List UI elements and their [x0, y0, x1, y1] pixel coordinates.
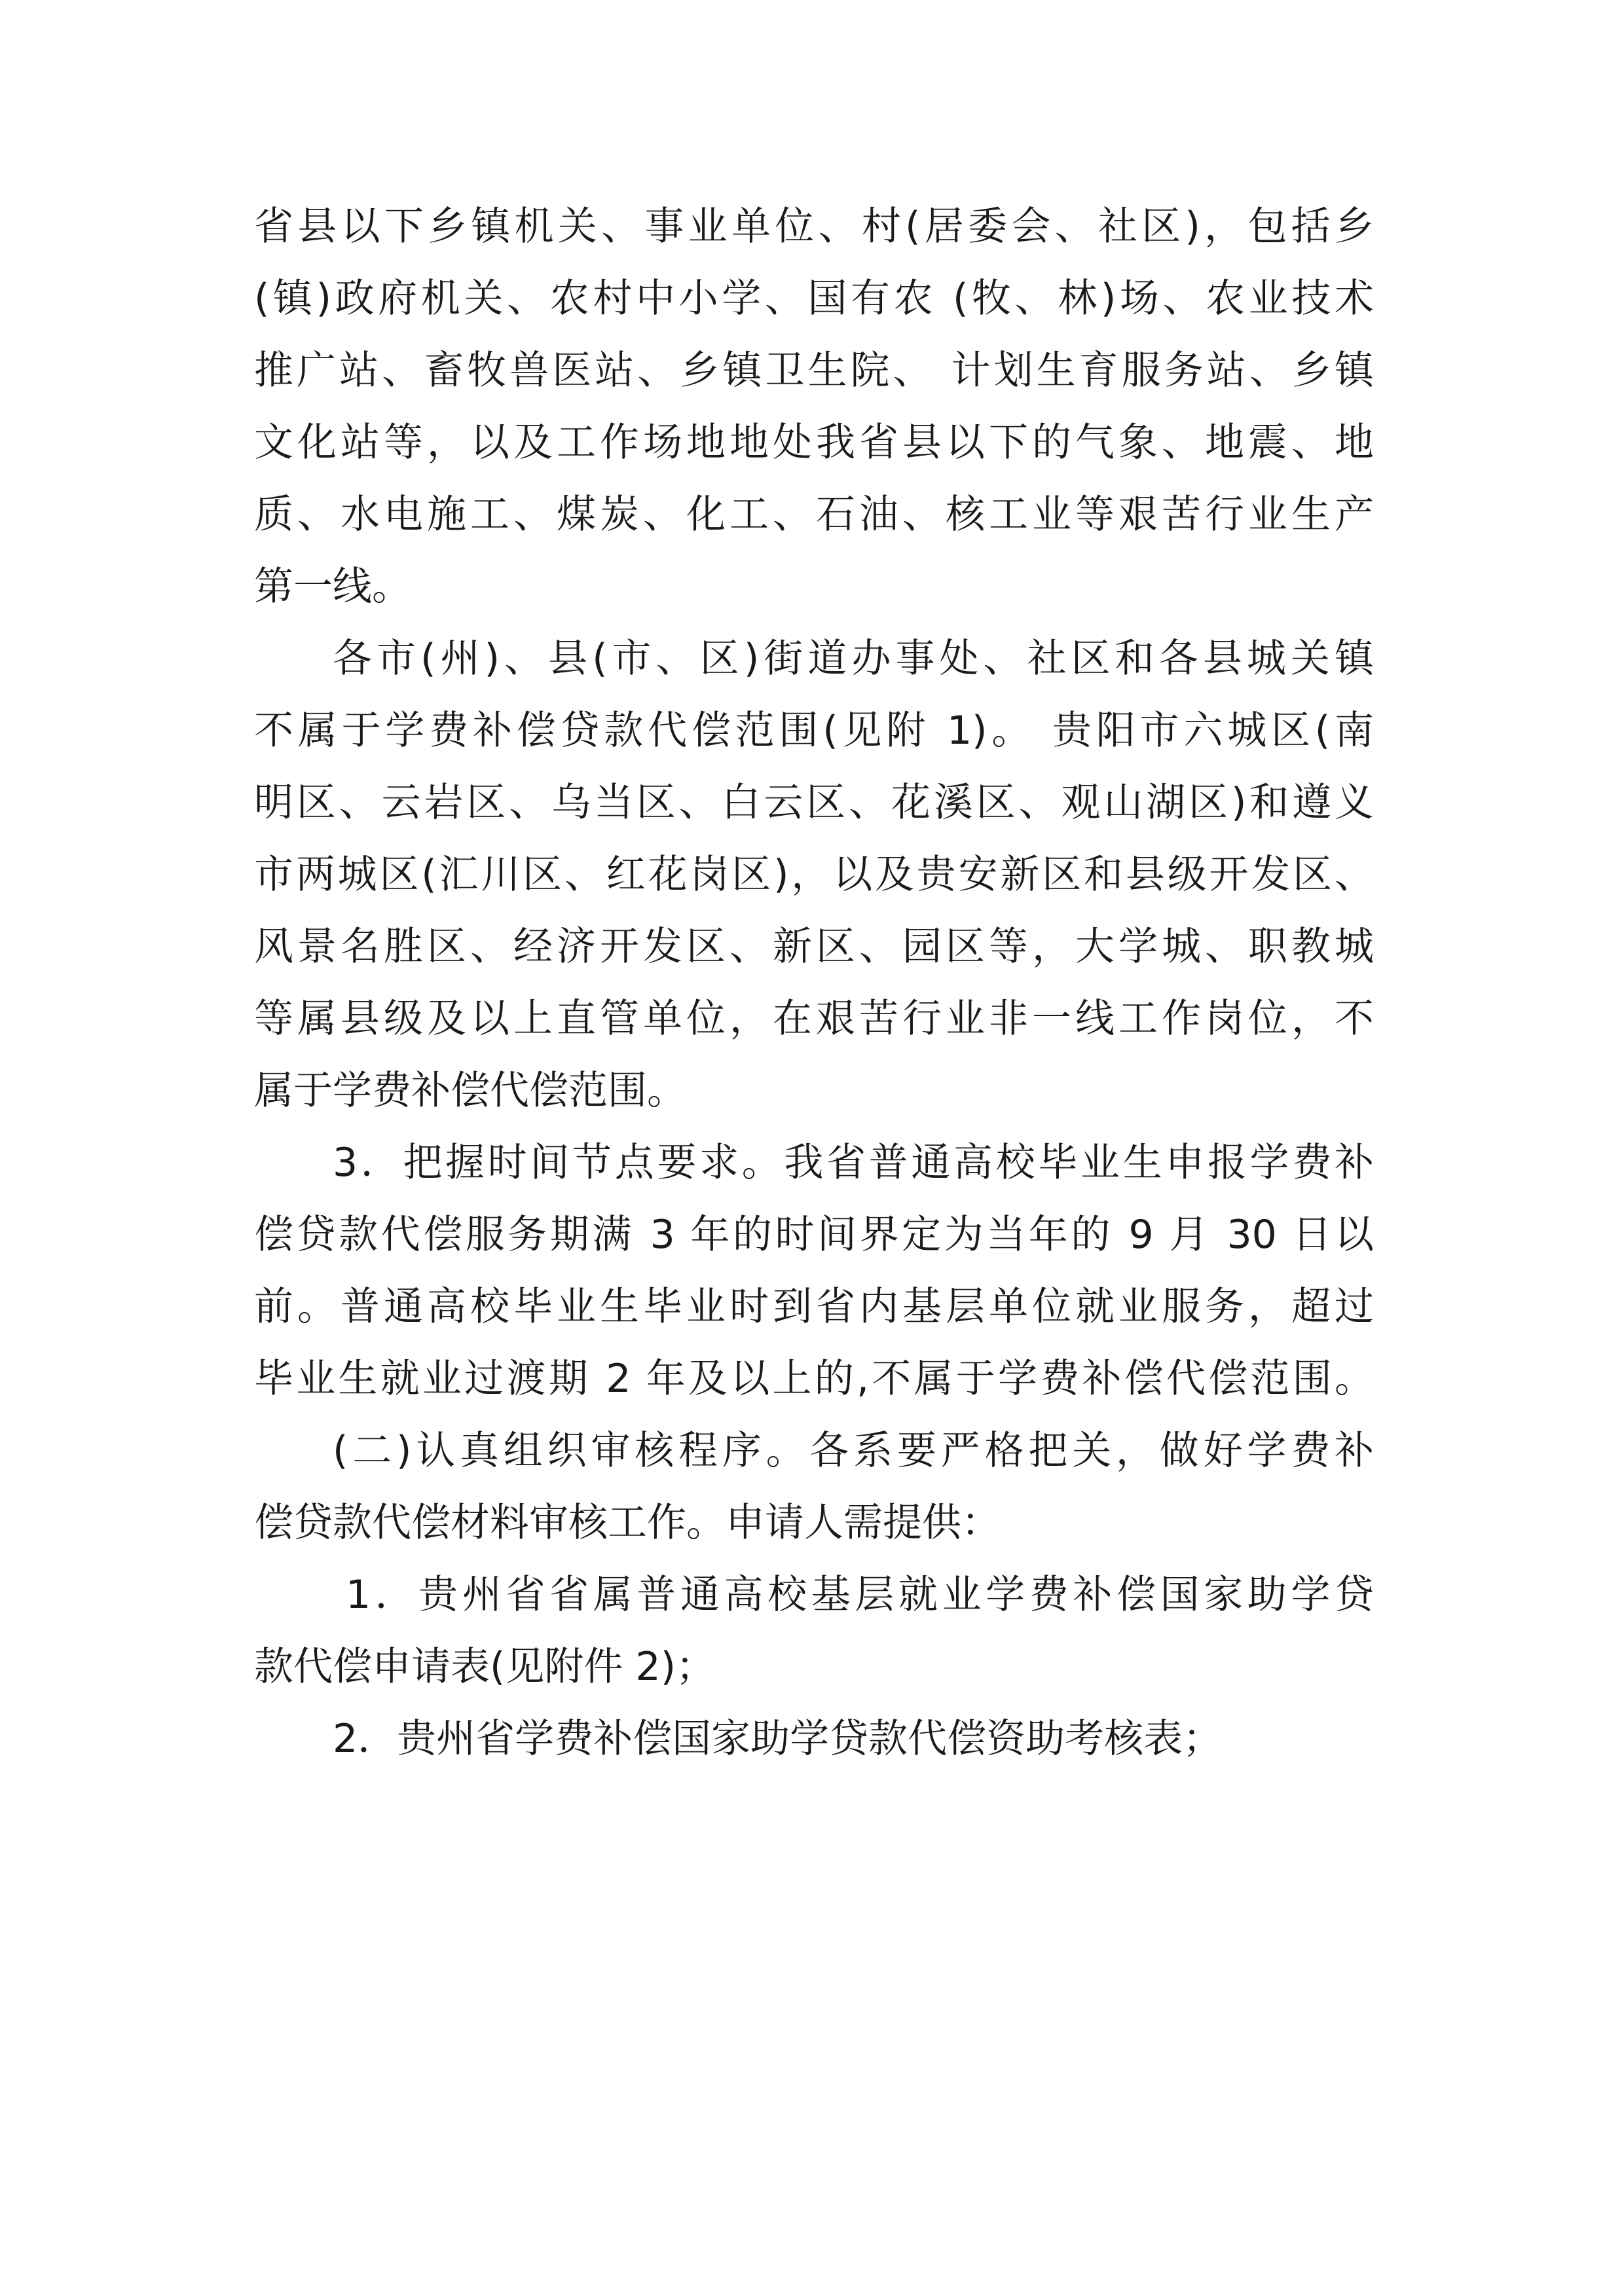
text-line-16: 前。普通高校毕业生毕业时到省内基层单位就业服务，超过 [254, 1284, 1374, 1330]
text-line-7: 各市(州)、县(市、区)街道办事处、社区和各县城关镇 [333, 636, 1374, 682]
text-line-13: 属于学费补偿代偿范围。 [254, 1068, 686, 1114]
text-line-5: 质、水电施工、煤炭、化工、石油、核工业等艰苦行业生产 [254, 492, 1374, 538]
text-line-21: 款代偿申请表(见附件 2)； [254, 1644, 716, 1690]
text-line-18: (二)认真组织审核程序。各系要严格把关，做好学费补 [333, 1428, 1374, 1474]
text-line-10: 市两城区(汇川区、红花岗区)，以及贵安新区和县级开发区、 [254, 852, 1374, 898]
text-line-20: 1．贵州省省属普通高校基层就业学费补偿国家助学贷 [346, 1572, 1374, 1618]
text-line-14: 3．把握时间节点要求。我省普通高校毕业生申报学费补 [333, 1140, 1374, 1186]
text-line-11: 风景名胜区、经济开发区、新区、园区等，大学城、职教城 [254, 924, 1374, 970]
text-line-15: 偿贷款代偿服务期满 3 年的时间界定为当年的 9 月 30 日以 [254, 1212, 1374, 1258]
text-line-3: 推广站、畜牧兽医站、乡镇卫生院、 计划生育服务站、乡镇 [254, 348, 1374, 393]
text-line-19: 偿贷款代偿材料审核工作。申请人需提供： [254, 1500, 1001, 1546]
text-line-2: (镇)政府机关、农村中小学、国有农 (牧、林)场、农业技术 [254, 276, 1374, 321]
text-line-17: 毕业生就业过渡期 2 年及以上的,不属于学费补偿代偿范围。 [254, 1356, 1374, 1402]
text-line-22: 2．贵州省学费补偿国家助学贷款代偿资助考核表； [333, 1716, 1223, 1762]
text-line-1: 省县以下乡镇机关、事业单位、村(居委会、社区)，包括乡 [254, 204, 1374, 249]
text-line-6: 第一线。 [254, 564, 411, 610]
text-line-12: 等属县级及以上直管单位，在艰苦行业非一线工作岗位，不 [254, 996, 1374, 1042]
text-line-9: 明区、云岩区、乌当区、白云区、花溪区、观山湖区)和遵义 [254, 780, 1374, 826]
text-line-4: 文化站等，以及工作场地地处我省县以下的气象、地震、地 [254, 420, 1374, 465]
text-line-8: 不属于学费补偿贷款代偿范围(见附 1)。 贵阳市六城区(南 [254, 708, 1374, 754]
